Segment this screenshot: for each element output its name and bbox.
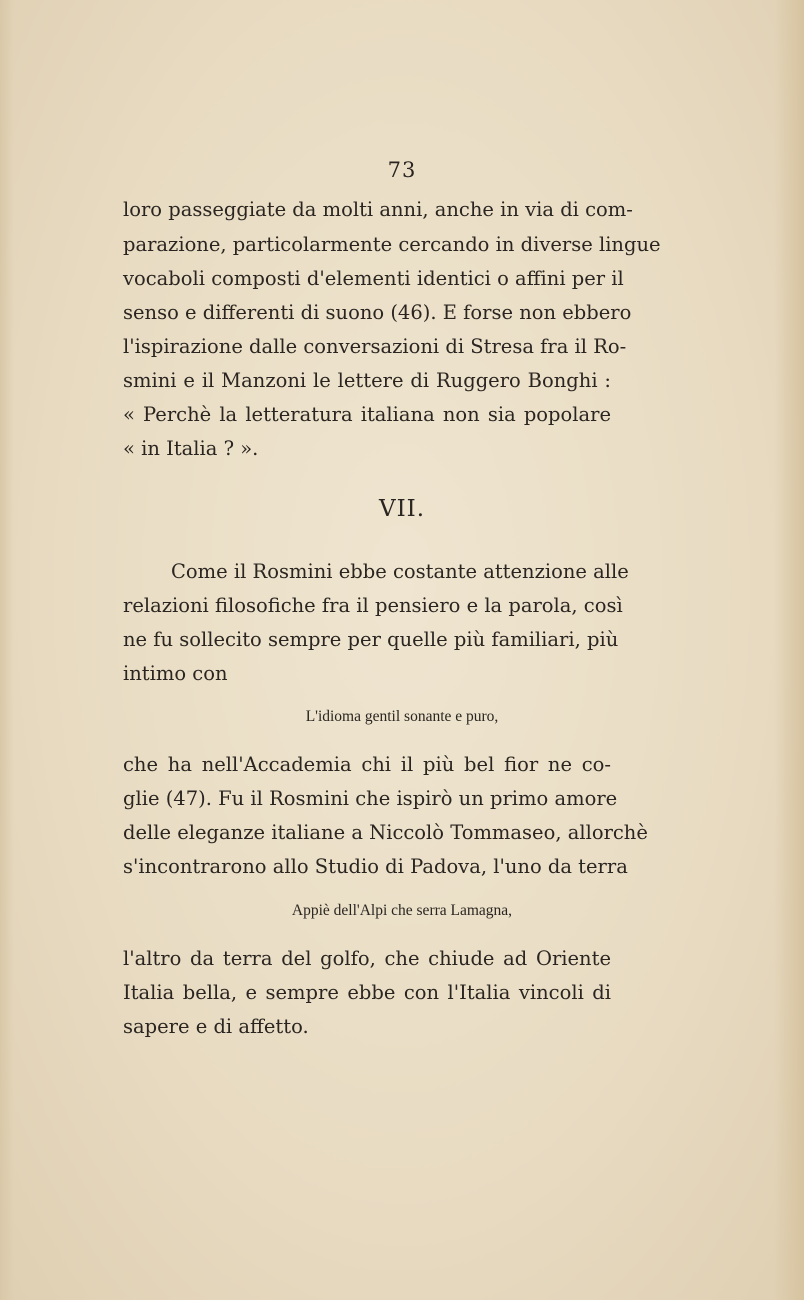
section-heading: VII. xyxy=(378,496,426,522)
text-line: Come il Rosmini ebbe costante attenzione alle xyxy=(171,560,629,583)
text-line: l'ispirazione dalle conversazioni di Stresa fra il Ro- xyxy=(123,335,627,358)
text-line: s'incontrarono allo Studio di Padova, l'uno da terra xyxy=(123,855,628,878)
verse-quotation: Appiè dell'Alpi che serra Lamagna, xyxy=(291,902,513,919)
text-line: relazioni filosofiche fra il pensiero e la parola, così xyxy=(123,594,623,617)
page-edge-right xyxy=(774,0,804,1300)
text-line: « Perchè la letteratura italiana non sia popolare xyxy=(123,403,611,426)
text-line: vocaboli composti d'elementi identici o affini per il xyxy=(123,267,624,290)
text-line: senso e differenti di suono (46). E forse non ebbero xyxy=(123,301,632,324)
text-line: l'altro da terra del golfo, che chiude ad Oriente xyxy=(123,947,611,970)
page-number: 73 xyxy=(387,158,417,182)
text-line: parazione, particolarmente cercando in diverse lingue xyxy=(123,233,661,256)
text-line: intimo con xyxy=(123,662,228,685)
text-line: « in Italia ? ». xyxy=(123,437,259,460)
text-line: glie (47). Fu il Rosmini che ispirò un primo amore xyxy=(123,787,618,810)
text-line: che ha nell'Accademia chi il più bel fior ne co- xyxy=(123,753,611,776)
text-line: delle eleganze italiane a Niccolò Tommaseo, allorchè xyxy=(123,821,648,844)
text-line: loro passeggiate da molti anni, anche in via di com- xyxy=(123,198,633,221)
page-edge-left xyxy=(0,0,14,1300)
text-line: Italia bella, e sempre ebbe con l'Italia vincoli di xyxy=(123,981,611,1004)
text-line: smini e il Manzoni le lettere di Ruggero Bonghi : xyxy=(123,369,611,392)
verse-quotation: L'idioma gentil sonante e puro, xyxy=(305,708,499,725)
text-line: sapere e di affetto. xyxy=(123,1015,309,1038)
text-line: ne fu sollecito sempre per quelle più familiari, più xyxy=(123,628,619,651)
